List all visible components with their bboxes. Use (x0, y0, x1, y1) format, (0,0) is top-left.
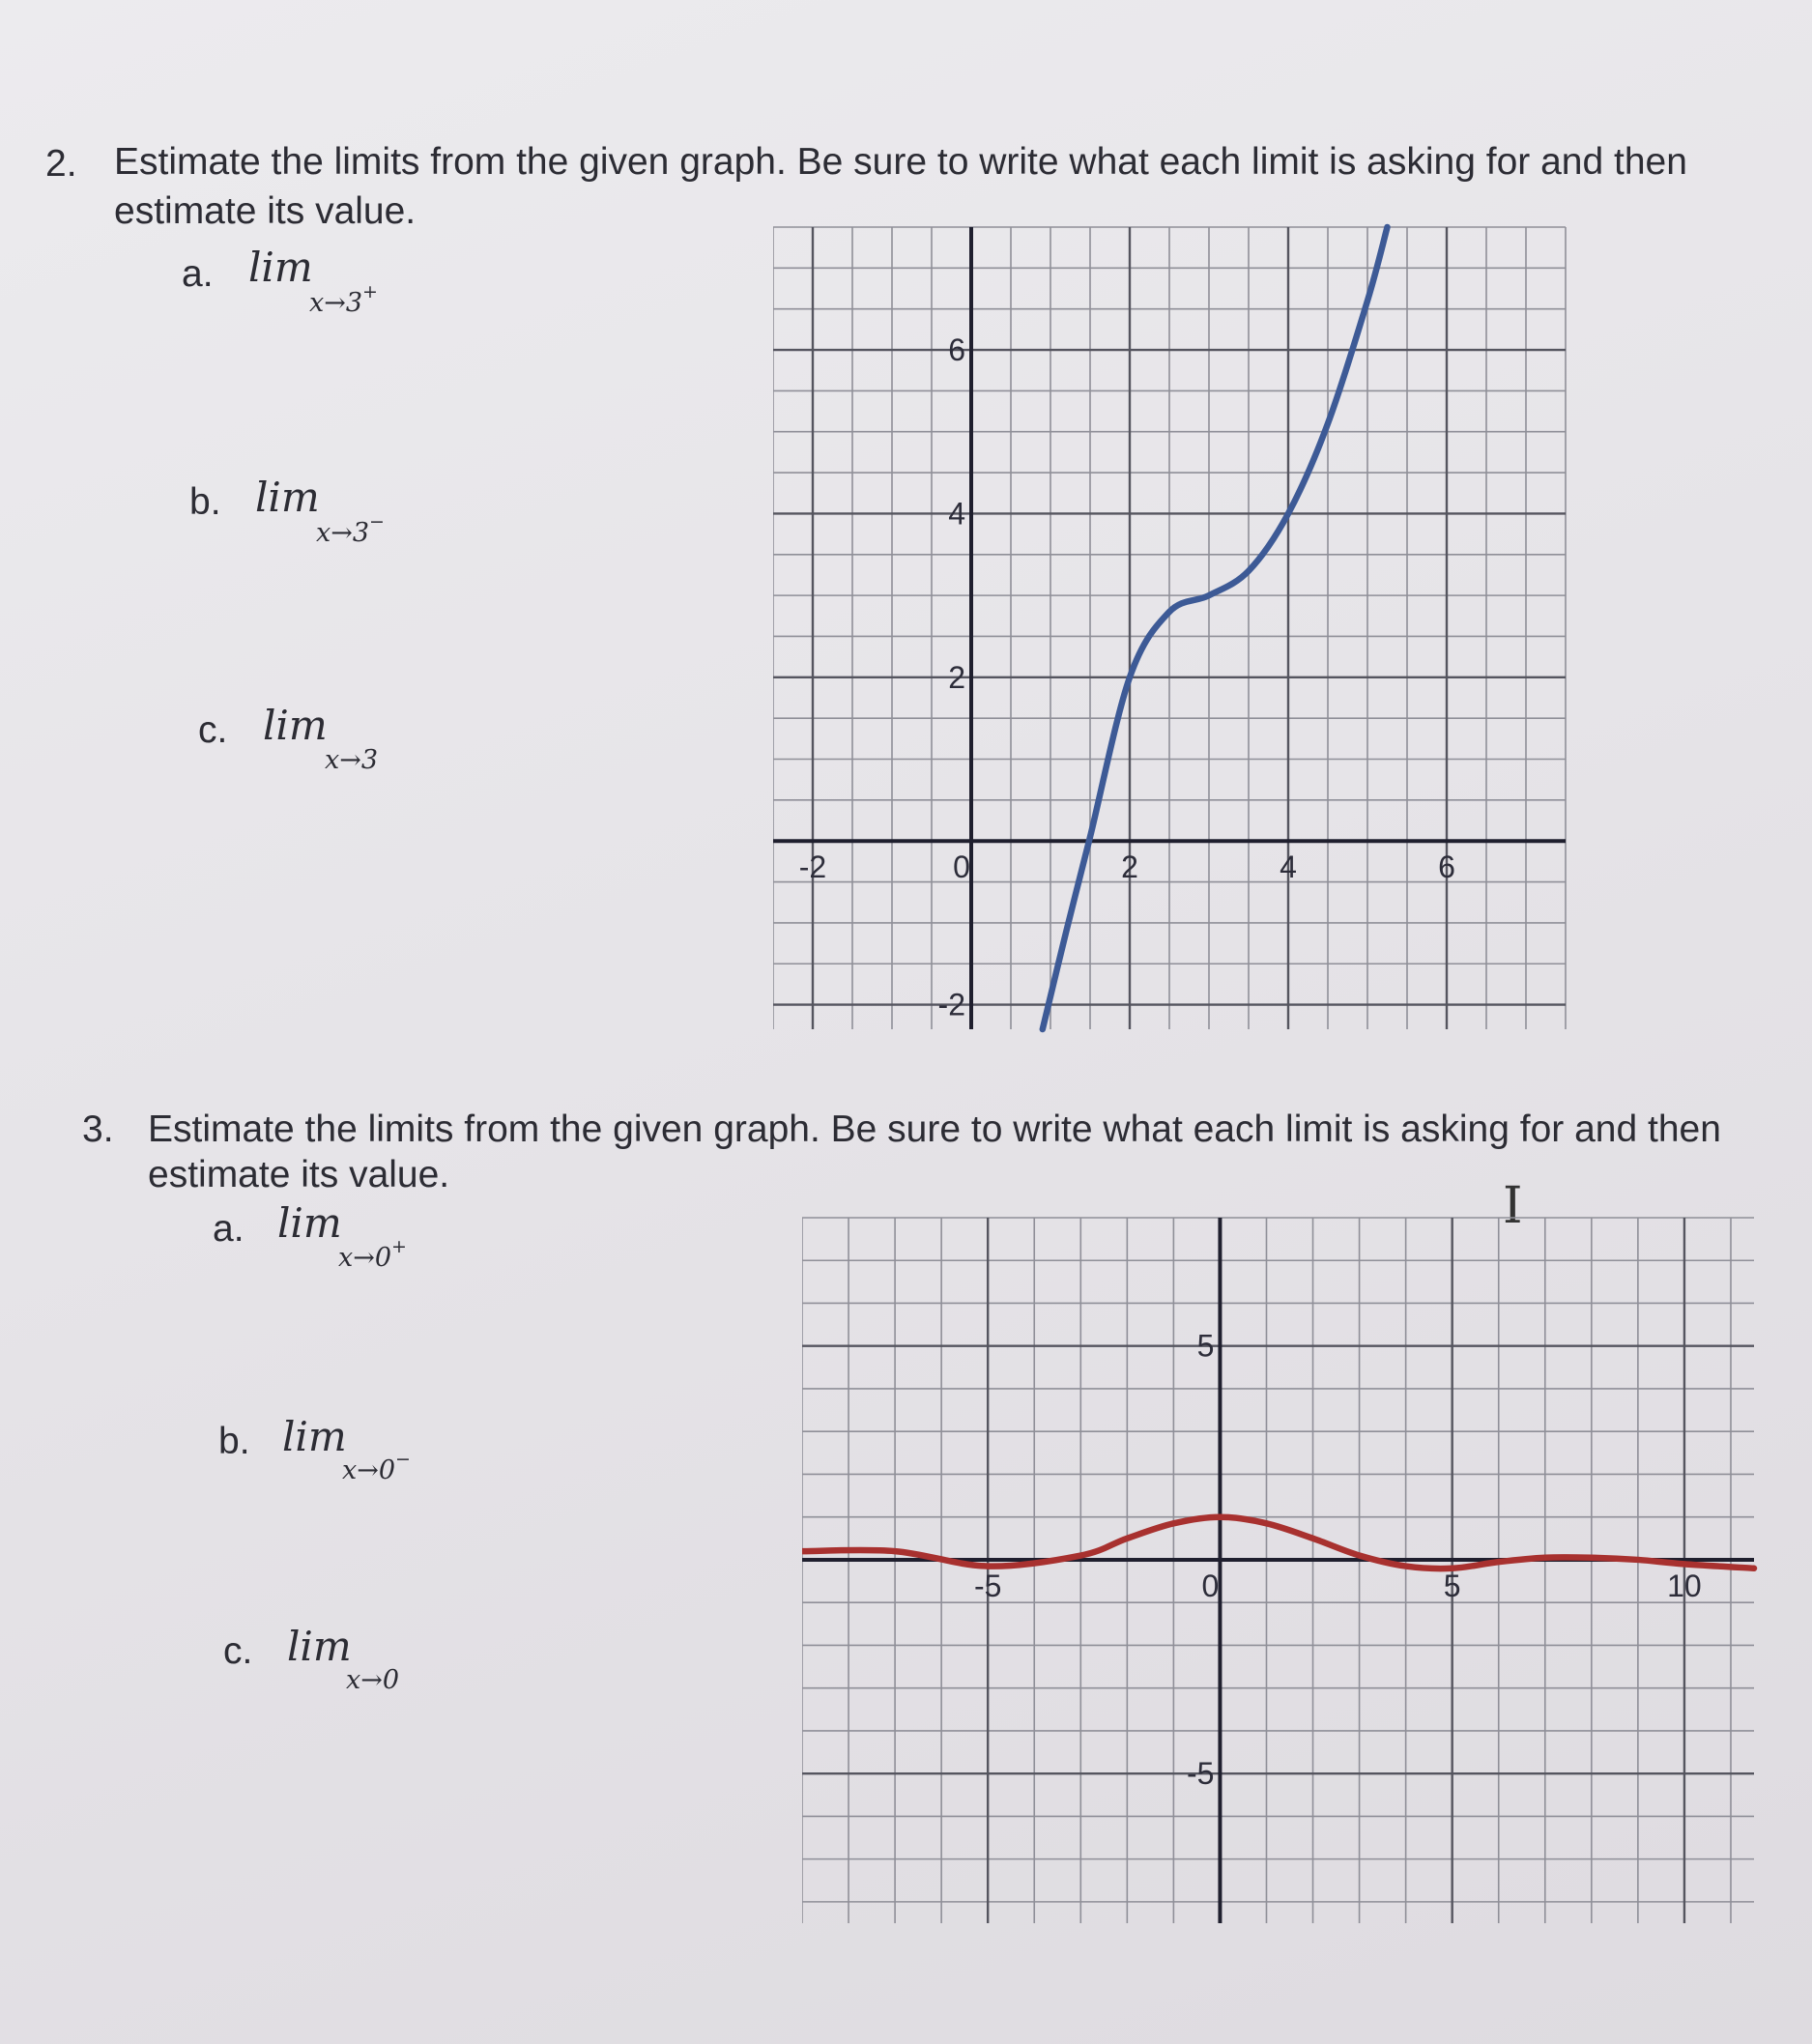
question-2-number: 2. (45, 143, 77, 185)
q2-item-c-lim: lim (263, 702, 328, 749)
q2-item-a-subscript: x→3+ (309, 281, 378, 318)
q2-item-c-letter: c. (198, 709, 228, 751)
y-tick-label: -2 (937, 987, 965, 1022)
x-tick-label: 6 (1438, 849, 1455, 885)
q2-item-a-letter: a. (182, 253, 214, 295)
q3-item-b-lim: lim (282, 1413, 347, 1460)
q3-item-a-lim: lim (277, 1199, 342, 1247)
q3-item-c-lim: lim (287, 1623, 352, 1670)
y-tick-label: 2 (948, 659, 965, 695)
function-curve (1043, 227, 1388, 1029)
y-tick-label: -5 (1186, 1756, 1215, 1792)
question-3-text-line2: estimate its value. (148, 1154, 450, 1195)
y-tick-label: 5 (1196, 1328, 1215, 1364)
q2-item-a-lim: lim (248, 244, 313, 291)
x-tick-label: 0 (1201, 1568, 1220, 1603)
q3-item-b-subscript: x→0− (342, 1449, 411, 1485)
question-2-text-line1: Estimate the limits from the given graph. Be sure to write what each limit is asking for and then (114, 141, 1687, 183)
y-tick-label: 6 (948, 332, 965, 368)
x-tick-label: 4 (1280, 849, 1297, 885)
question-3-number: 3. (82, 1108, 114, 1150)
q2-item-b-lim: lim (255, 474, 320, 521)
x-tick-label: 10 (1667, 1568, 1702, 1603)
q3-item-c-letter: c. (223, 1630, 253, 1672)
q3-item-b-letter: b. (218, 1421, 250, 1462)
q3-item-a-subscript: x→0+ (338, 1236, 407, 1273)
graph-question-2 (773, 222, 1585, 1034)
grid (802, 1218, 1754, 1923)
question-3-text-line1: Estimate the limits from the given graph. Be sure to write what each limit is asking for and then (148, 1108, 1721, 1150)
x-tick-label: -5 (973, 1568, 1002, 1603)
x-tick-label: -2 (798, 849, 827, 885)
q3-item-a-letter: a. (213, 1208, 244, 1250)
x-tick-label: 2 (1121, 849, 1138, 885)
q2-item-c-subscript: x→3 (325, 745, 379, 775)
question-2-text-line2: estimate its value. (114, 190, 417, 232)
x-tick-label: 0 (953, 849, 970, 885)
q3-item-c-subscript: x→0 (346, 1665, 400, 1695)
q2-item-b-letter: b. (189, 481, 221, 523)
q2-item-b-subscript: x→3− (316, 511, 385, 548)
x-tick-label: 5 (1443, 1568, 1461, 1603)
y-tick-label: 4 (948, 496, 965, 532)
text-cursor-icon: I (1503, 1177, 1523, 1235)
graph-question-3 (802, 1213, 1769, 1928)
grid (773, 227, 1566, 1029)
